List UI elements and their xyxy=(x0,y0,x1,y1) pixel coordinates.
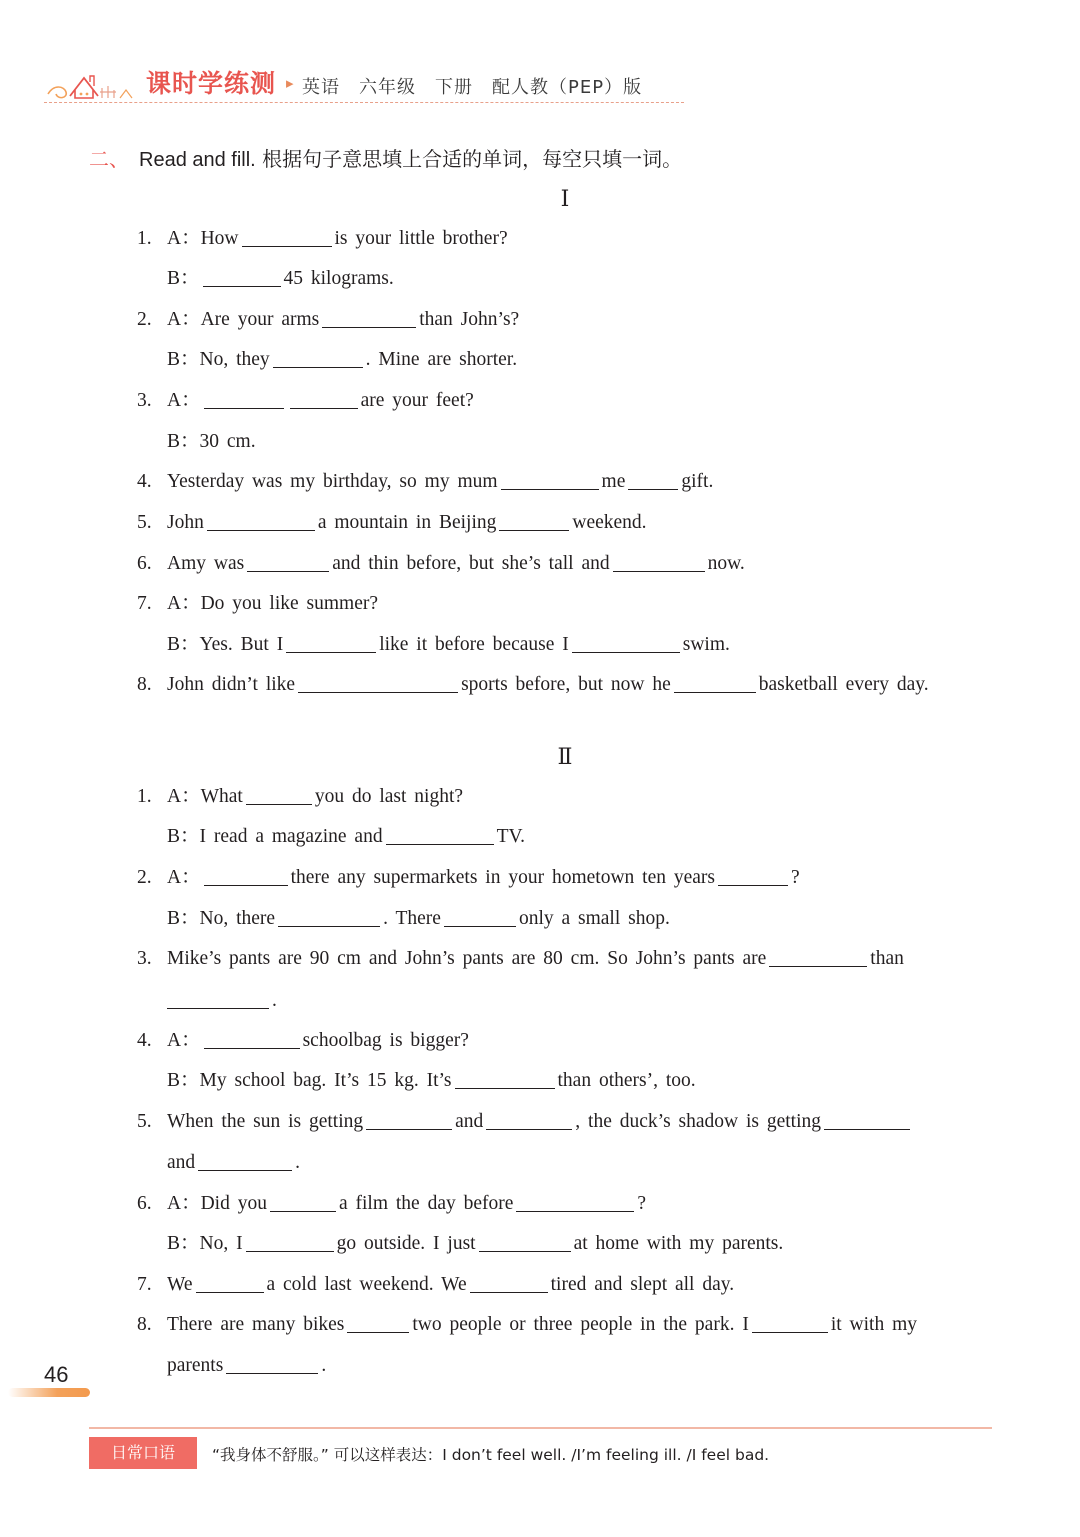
question-text: A：How is your little brother? xyxy=(167,228,508,249)
answer-blank[interactable] xyxy=(246,1231,334,1252)
footer-tip: “我身体不舒服。” 可以这样表达：I don’t feel well. /I’m feeling ill. /I feel bad. xyxy=(212,1446,770,1464)
answer-blank[interactable] xyxy=(386,824,494,845)
question-text: John didn’t like sports before, but now he basketball every day. xyxy=(167,674,929,695)
question-number: 2. xyxy=(137,867,152,888)
answer-blank[interactable] xyxy=(769,946,867,967)
answer-blank[interactable] xyxy=(167,988,269,1009)
question-text: A： schoolbag is bigger? xyxy=(167,1030,469,1051)
brand-title: 课时学练测 xyxy=(146,69,277,98)
answer-blank[interactable] xyxy=(322,307,416,328)
answer-blank[interactable] xyxy=(204,388,284,409)
speaker-label: B： xyxy=(167,908,200,929)
answer-blank[interactable] xyxy=(470,1272,548,1293)
answer-blank[interactable] xyxy=(242,226,332,247)
arrow-icon: ▸ xyxy=(286,74,294,92)
question-text: B：I read a magazine and TV. xyxy=(167,826,525,847)
part-title-1: Ⅰ xyxy=(560,186,570,211)
answer-blank[interactable] xyxy=(207,510,315,531)
answer-blank[interactable] xyxy=(246,784,312,805)
section-heading xyxy=(89,143,682,172)
answer-blank[interactable] xyxy=(198,1150,292,1171)
answer-blank[interactable] xyxy=(273,347,363,368)
footer-divider xyxy=(89,1427,992,1429)
answer-blank[interactable] xyxy=(486,1109,572,1130)
question-number: 4. xyxy=(137,1030,152,1051)
question-number: 7. xyxy=(137,1274,152,1295)
speaker-label: A： xyxy=(167,309,201,330)
book-subject: 英语 六年级 下册 配人教（PEP）版 xyxy=(302,77,643,98)
speaker-label: B： xyxy=(167,1070,200,1091)
answer-blank[interactable] xyxy=(752,1312,828,1333)
question-number: 3. xyxy=(137,948,152,969)
question-number: 5. xyxy=(137,512,152,533)
question-text: B：30 cm. xyxy=(167,431,256,452)
question-text: Amy was and thin before, but she’s tall and now. xyxy=(167,553,745,574)
question-text: There are many bikes two people or three people in the park. I it with my xyxy=(167,1314,917,1335)
answer-blank[interactable] xyxy=(290,388,358,409)
question-number: 1. xyxy=(137,786,152,807)
question-text: B：No, I go outside. I just at home with my parents. xyxy=(167,1233,784,1254)
instruction-zh: 根据句子意思填上合适的单词，每空只填一词。 xyxy=(262,147,683,171)
question-text: Yesterday was my birthday, so my mum me gift. xyxy=(167,471,714,492)
answer-blank[interactable] xyxy=(247,551,329,572)
answer-blank[interactable] xyxy=(196,1272,264,1293)
question-text: A：Do you like summer? xyxy=(167,593,379,614)
instruction-en: Read and fill. xyxy=(139,149,256,171)
question-text: B：Yes. But I like it before because I swim. xyxy=(167,634,730,655)
page-header xyxy=(44,56,694,112)
part-title-2: Ⅱ xyxy=(557,744,573,769)
answer-blank[interactable] xyxy=(479,1231,571,1252)
answer-blank[interactable] xyxy=(628,469,678,490)
question-number: 1. xyxy=(137,228,152,249)
question-text: . xyxy=(164,988,277,1014)
answer-blank[interactable] xyxy=(499,510,569,531)
answer-blank[interactable] xyxy=(366,1109,452,1130)
speaker-label: B： xyxy=(167,634,200,655)
question-text: Mike’s pants are 90 cm and John’s pants are 80 cm. So John’s pants are than xyxy=(167,948,904,969)
question-number: 2. xyxy=(137,309,152,330)
question-text: parents . xyxy=(167,1355,327,1376)
answer-blank[interactable] xyxy=(226,1353,318,1374)
speaker-label: B： xyxy=(167,431,200,452)
speaker-label: A： xyxy=(167,1193,201,1214)
footer-tag: 日常口语 xyxy=(89,1437,197,1469)
question-text: B：My school bag. It’s 15 kg. It’s than others’, too. xyxy=(167,1070,696,1091)
speaker-label: B： xyxy=(167,826,200,847)
speaker-label: A： xyxy=(167,390,201,411)
question-text: We a cold last weekend. We tired and slept all day. xyxy=(167,1274,735,1295)
speaker-label: B： xyxy=(167,268,200,289)
question-text: A：Did you a film the day before ? xyxy=(167,1193,647,1214)
question-number: 3. xyxy=(137,390,152,411)
question-number: 4. xyxy=(137,471,152,492)
answer-blank[interactable] xyxy=(204,865,288,886)
answer-blank[interactable] xyxy=(824,1109,910,1130)
speaker-label: B： xyxy=(167,349,200,370)
question-number: 6. xyxy=(137,553,152,574)
section-number: 二、 xyxy=(89,147,129,171)
answer-blank[interactable] xyxy=(516,1191,634,1212)
page-number: 46 xyxy=(44,1362,69,1387)
question-text: A： are your feet? xyxy=(167,390,474,411)
question-number: 8. xyxy=(137,1314,152,1335)
question-number: 8. xyxy=(137,674,152,695)
answer-blank[interactable] xyxy=(718,865,788,886)
answer-blank[interactable] xyxy=(501,469,599,490)
question-text: A：What you do last night? xyxy=(167,786,464,807)
answer-blank[interactable] xyxy=(278,906,380,927)
house-logo-icon xyxy=(44,56,144,106)
question-number: 7. xyxy=(137,593,152,614)
answer-blank[interactable] xyxy=(613,551,705,572)
question-text: B：No, they . Mine are shorter. xyxy=(167,349,518,370)
question-text: B：No, there . There only a small shop. xyxy=(167,908,670,929)
answer-blank[interactable] xyxy=(674,672,756,693)
answer-blank[interactable] xyxy=(270,1191,336,1212)
speaker-label: A： xyxy=(167,593,201,614)
answer-blank[interactable] xyxy=(203,266,281,287)
answer-blank[interactable] xyxy=(286,632,376,653)
question-text: and . xyxy=(167,1152,301,1173)
answer-blank[interactable] xyxy=(347,1312,409,1333)
speaker-label: A： xyxy=(167,228,201,249)
answer-blank[interactable] xyxy=(572,632,680,653)
question-number: 6. xyxy=(137,1193,152,1214)
header-divider xyxy=(44,102,684,103)
answer-blank[interactable] xyxy=(298,672,458,693)
question-text: A： there any supermarkets in your hometown ten years ? xyxy=(167,867,800,888)
question-text: A：Are your arms than John’s? xyxy=(167,309,520,330)
speaker-label: A： xyxy=(167,867,201,888)
question-number: 5. xyxy=(137,1111,152,1132)
question-text: B： 45 kilograms. xyxy=(167,268,394,289)
speaker-label: A： xyxy=(167,786,201,807)
answer-blank[interactable] xyxy=(444,906,516,927)
answer-blank[interactable] xyxy=(455,1068,555,1089)
answer-blank[interactable] xyxy=(204,1028,300,1049)
page-number-bar xyxy=(8,1388,90,1397)
question-text: When the sun is getting and , the duck’s shadow is getting xyxy=(167,1109,913,1135)
speaker-label: B： xyxy=(167,1233,200,1254)
question-text: John a mountain in Beijing weekend. xyxy=(167,512,647,533)
speaker-label: A： xyxy=(167,1030,201,1051)
